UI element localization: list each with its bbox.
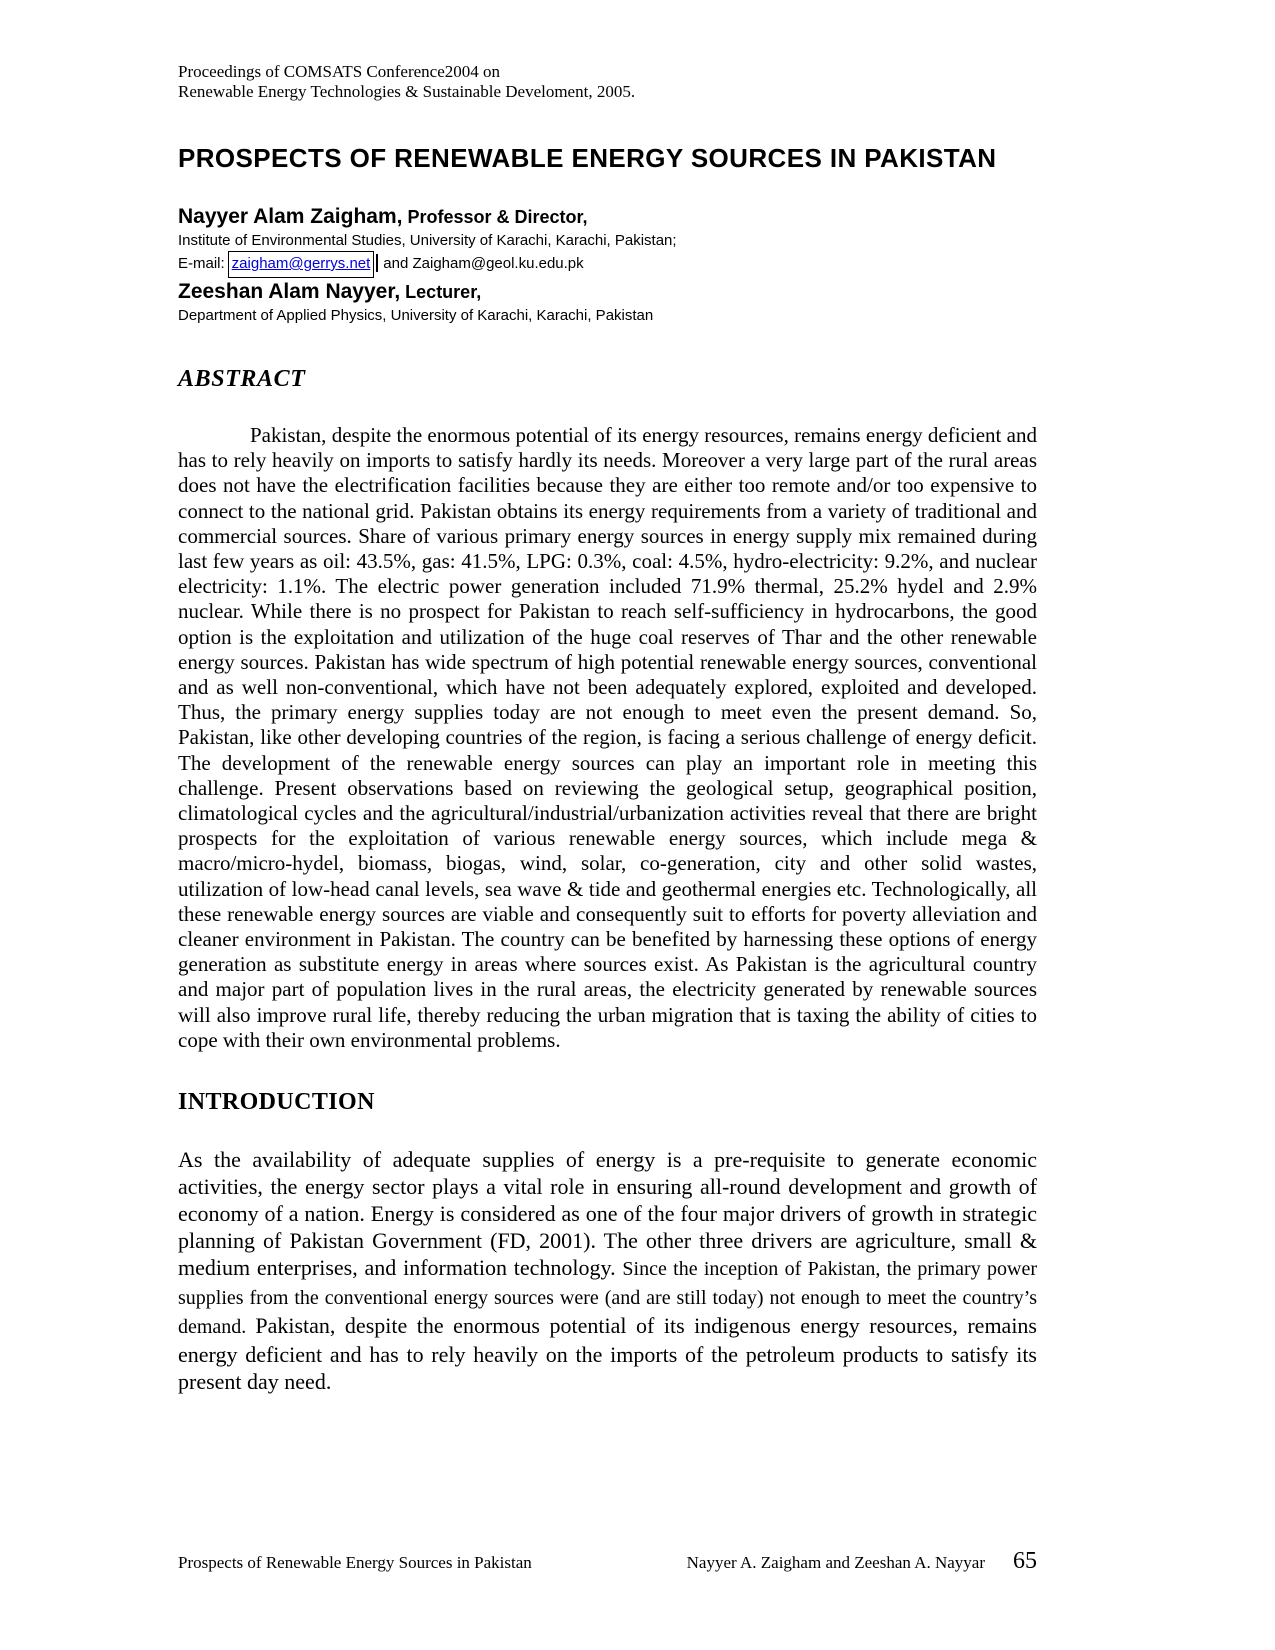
author-2-name-line (178, 278, 1037, 305)
footer-running-title: Prospects of Renewable Energy Sources in Pakistan (178, 1553, 532, 1572)
introduction-segment-3: Pakistan, despite the enormous potential of its indigenous energy resources, remains energy deficient and has to rely heavily on the imports of the petroleum products to satisfy its present day need. (178, 1313, 1037, 1395)
proceedings-header (178, 62, 1037, 102)
author-1-email-line (178, 251, 1037, 278)
introduction-heading: INTRODUCTION (178, 1089, 375, 1116)
author-2-role: Lecturer, (400, 282, 482, 302)
abstract-paragraph: Pakistan, despite the enormous potential of its energy resources, remains energy deficient and has to rely heavily on imports to satisfy hardly its needs. Moreover a very large part of the rural areas does not have the electrification facilities because they are either too remote and/or too expensive to connect to the national grid. Pakistan obtains its energy requirements from a variety of traditional and commercial sources. Share of various primary energy sources in energy supply mix remained during last few years as oil: 43.5%, gas: 41.5%, LPG: 0.3%, coal: 4.5%, hydro-electricity: 9.2%, and nuclear electricity: 1.1%. The electric power generation included 71.9% thermal, 25.2% hydel and 2.9% nuclear. While there is no prospect for Pakistan to reach self-sufficiency in hydrocarbons, the good option is the exploitation and utilization of the huge coal reserves of Thar and the other renewable energy sources. Pakistan has wide spectrum of high potential renewable energy sources, conventional and as well non-conventional, which have not been adequately explored, exploited and developed. Thus, the primary energy supplies today are not enough to meet even the present demand. So, Pakistan, like other developing countries of the region, is facing a serious challenge of energy deficit. The development of the renewable energy sources can play an important role in meeting this challenge. Present observations based on reviewing the geological setup, geographical position, climatological cycles and the agricultural/industrial/urbanization activities reveal that there are bright prospects for the exploitation of various renewable energy sources, which include mega & macro/micro-hydel, biomass, biogas, wind, solar, co-generation, city and other solid wastes, utilization of low-head canal levels, sea wave & tide and geothermal energies etc. Technologically, all these renewable energy sources are viable and consequently suit to efforts for poverty alleviation and cleaner environment in Pakistan. The country can be benefited by harnessing these options of energy generation as substitute energy in areas where sources exist. As Pakistan is the agricultural country and major part of population lives in the rural areas, the electricity generated by renewable sources will also improve rural life, thereby reducing the urban migration that is taxing the ability of cities to cope with their own environmental problems. (178, 423, 1037, 1052)
introduction-segment-1: As the availability of adequate supplies of energy is a pre-requisite to generate economic activities, the energy sector plays a vital role in ensuring all-round development and growth of economy of a nation. Energy is considered as one of the four major drivers of growth in strategic planning of Pakistan Government (FD, 2001). The other three drivers are agriculture, small & medium enterprises, and information technology. (178, 1147, 1037, 1281)
paper-title: PROSPECTS OF RENEWABLE ENERGY SOURCES IN PAKISTAN (178, 143, 997, 173)
author-1-role: Professor & Director, (402, 207, 588, 227)
email-link[interactable]: zaigham@gerrys.net (228, 251, 375, 278)
page-footer (178, 1548, 1037, 1575)
author-1-name-line (178, 203, 1037, 230)
introduction-paragraph (178, 1146, 1037, 1395)
author-1-affiliation: Institute of Environmental Studies, University of Karachi, Karachi, Pakistan; (178, 232, 677, 249)
email-rest: and Zaigham@geol.ku.edu.pk (383, 255, 584, 272)
email-label: E-mail: (178, 255, 225, 272)
proceedings-line-2: Renewable Energy Technologies & Sustainable Develoment, 2005. (178, 82, 636, 101)
introduction-segment-2: Since the inception of Pakistan, the primary power supplies from the conventional energy sources were (and are still today) not enough to meet the country’s demand. (178, 1258, 1037, 1339)
author-2-affiliation: Department of Applied Physics, University of Karachi, Karachi, Pakistan (178, 307, 654, 324)
abstract-heading: ABSTRACT (178, 366, 306, 392)
author-1-name: Nayyer Alam Zaigham, (178, 205, 403, 228)
author-block (178, 203, 1037, 326)
proceedings-line-1: Proceedings of COMSATS Conference2004 on (178, 62, 501, 81)
page-number: 65 (1013, 1548, 1037, 1574)
cursor-caret (376, 254, 378, 272)
footer-authors: Nayyer A. Zaigham and Zeeshan A. Nayyar (686, 1553, 985, 1572)
author-2-name: Zeeshan Alam Nayyer, (178, 280, 401, 303)
